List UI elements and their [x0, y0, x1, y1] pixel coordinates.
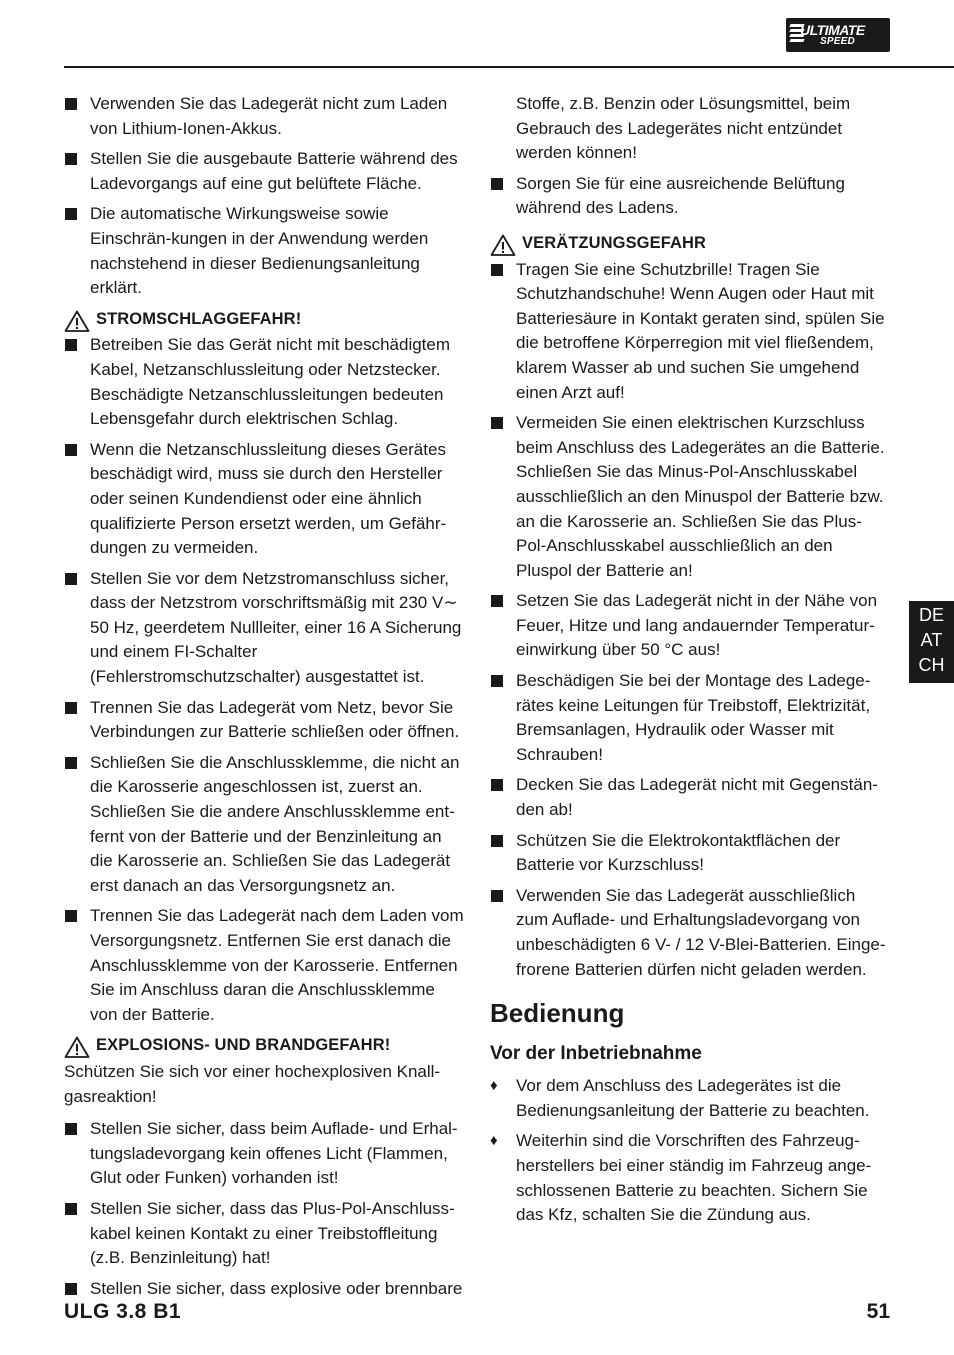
square-bullet-icon [491, 779, 503, 791]
square-bullet-icon [65, 1283, 77, 1295]
list-item: Stellen Sie sicher, dass explosive oder brennbare [64, 1277, 464, 1302]
square-bullet-icon [65, 757, 77, 769]
section-title: Bedienung [490, 998, 625, 1029]
square-bullet-icon [65, 1203, 77, 1215]
explosion-intro: Schützen Sie sich vor einer hochexplosiven Knall-gasreaktion! [64, 1061, 441, 1106]
list-item: ♦ Vor dem Anschluss des Ladegerätes ist die Bedienungsanleitung der Batterie zu beachten. [490, 1076, 870, 1120]
footer-model: ULG 3.8 B1 [64, 1300, 182, 1323]
list-item: Wenn die Netzanschlussleitung dieses Gerätes beschädigt wird, muss sie durch den Hersteller oder seinen Kundendienst oder eine ähnlich qualifizierte Person ersetzt werden, um Gefähr-dungen zu vermeiden. [64, 438, 464, 561]
left-column [64, 92, 464, 1307]
square-bullet-icon [65, 339, 77, 351]
warning-heading-explosion: EXPLOSIONS- UND BRANDGEFAHR! [64, 1033, 464, 1058]
list-item: Stellen Sie sicher, dass das Plus-Pol-Anschluss-kabel keinen Kontakt zu einer Treibstoffleitung (z.B. Benzinleitung) hat! [64, 1197, 464, 1271]
list-item: Tragen Sie eine Schutzbrille! Tragen Sie Schutzhandschuhe! Wenn Augen oder Haut mit Batteriesäure in Kontakt geraten sind, spülen Sie die betroffene Körperregion mit viel fließendem, klarem Wasser ab und suchen Sie umgehend einen Arzt auf! [490, 258, 890, 406]
square-bullet-icon [491, 178, 503, 190]
right-column [490, 92, 890, 1234]
language-code: CH [918, 655, 945, 675]
warning-heading-corrosion: VERÄTZUNGSGEFAHR [490, 231, 890, 256]
list-item: Verwenden Sie das Ladegerät nicht zum Laden von Lithium-Ionen-Akkus. [64, 92, 464, 141]
list-item: Sorgen Sie für eine ausreichende Belüftung während des Ladens. [490, 172, 890, 221]
list-item: Decken Sie das Ladegerät nicht mit Gegenstän-den ab! [490, 773, 890, 822]
list-item: Die automatische Wirkungsweise sowie Einschrän-kungen in der Anwendung werden nachstehend in dieser Bedienungsanleitung erklärt. [64, 202, 464, 300]
list-item: Schließen Sie die Anschlussklemme, die nicht an die Karosserie angeschlossen ist, zuerst an. Schließen Sie die andere Anschlussklemme ent-fernt von der Batterie und der Benzinleitung an die Karosserie an. Schließen Sie das Ladegerät erst danach an das Versorgungsnetz an. [64, 751, 464, 899]
square-bullet-icon [65, 702, 77, 714]
language-tab [909, 601, 954, 683]
diamond-bullet-icon: ♦ [490, 1132, 498, 1150]
warning-triangle-icon [64, 1036, 90, 1058]
square-bullet-icon [491, 890, 503, 902]
list-item: Verwenden Sie das Ladegerät ausschließlich zum Auflade- und Erhaltungsladevorgang von unbeschädigten 6 V- / 12 V-Blei-Batterien. Einge-frorene Batterien dürfen nicht geladen werden. [490, 884, 890, 982]
square-bullet-icon [65, 910, 77, 922]
warning-triangle-icon [490, 234, 516, 256]
subsection-title: Vor der Inbetriebnahme [490, 1043, 702, 1065]
list-item: ♦ Weiterhin sind die Vorschriften des Fahrzeug-herstellers bei einer ständig im Fahrzeug ange-schlossenen Batterie zu beachten. Sichern Sie das Kfz, schalten Sie die Zündung aus. [490, 1131, 872, 1225]
square-bullet-icon [65, 153, 77, 165]
square-bullet-icon [491, 595, 503, 607]
logo-line-2: SPEED [820, 36, 855, 47]
brand-logo [786, 18, 890, 52]
square-bullet-icon [491, 417, 503, 429]
list-item: Stellen Sie vor dem Netzstromanschluss sicher, dass der Netzstrom vorschriftsmäßig mit 230 V∼ 50 Hz, geerdetem Nullleiter, einer 16 A Sicherung und einem FI-Schalter (Fehlerstromschutzschalter) ausgestattet ist. [64, 567, 464, 690]
square-bullet-icon [491, 264, 503, 276]
warning-triangle-icon [64, 310, 90, 332]
header-rule [64, 66, 954, 68]
square-bullet-icon [65, 444, 77, 456]
square-bullet-icon [65, 1123, 77, 1135]
square-bullet-icon [65, 573, 77, 585]
square-bullet-icon [65, 208, 77, 220]
page-number: 51 [866, 1300, 890, 1323]
square-bullet-icon [65, 98, 77, 110]
square-bullet-icon [491, 675, 503, 687]
square-bullet-icon [491, 835, 503, 847]
list-item: Beschädigen Sie bei der Montage des Ladege-rätes keine Leitungen für Treibstoff, Elektrizität, Bremsanlagen, Hydraulik oder Wasser mit Schrauben! [490, 669, 890, 767]
language-code: AT [920, 630, 943, 650]
list-item: Schützen Sie die Elektrokontaktflächen der Batterie vor Kurzschluss! [490, 829, 890, 878]
list-item: Trennen Sie das Ladegerät vom Netz, bevor Sie Verbindungen zur Batterie schließen oder öffnen. [64, 696, 464, 745]
logo-line-1: ULTIMATE [800, 22, 865, 38]
list-item: Betreiben Sie das Gerät nicht mit beschädigtem Kabel, Netzanschlussleitung oder Netzstecker. Beschädigte Netzanschlussleitungen bedeuten Lebensgefahr durch elektrischen Schlag. [64, 333, 464, 431]
list-item: Vermeiden Sie einen elektrischen Kurzschluss beim Anschluss des Ladegerätes an die Batterie. Schließen Sie das Minus-Pol-Anschlusskabel ausschließlich an den Minuspol der Batterie bzw. an die Karosserie an. Schließen Sie das Plus-Pol-Anschlusskabel ausschließlich an den Pluspol der Batterie an! [490, 411, 890, 583]
list-item-continuation: Stoffe, z.B. Benzin oder Lösungsmittel, beim Gebrauch des Ladegerätes nicht entzündet werden können! [516, 94, 851, 163]
list-item: Trennen Sie das Ladegerät nach dem Laden vom Versorgungsnetz. Entfernen Sie erst danach die Anschlussklemme von der Karosserie. Entfernen Sie im Anschluss daran die Anschlussklemme von der Batterie. [64, 904, 464, 1027]
language-code: DE [918, 605, 944, 625]
list-item: Stellen Sie sicher, dass beim Auflade- und Erhal-tungsladevorgang kein offenes Licht (Flammen, Glut oder Funken) vorhanden ist! [64, 1117, 464, 1191]
diamond-bullet-icon: ♦ [490, 1077, 498, 1095]
list-item: Setzen Sie das Ladegerät nicht in der Nähe von Feuer, Hitze und lang andauernder Temperatur-einwirkung über 50 °C aus! [490, 589, 890, 663]
list-item: Stellen Sie die ausgebaute Batterie während des Ladevorgangs auf eine gut belüftete Fläche. [64, 147, 464, 196]
warning-heading-shock: STROMSCHLAGGEFAHR! [64, 307, 464, 332]
